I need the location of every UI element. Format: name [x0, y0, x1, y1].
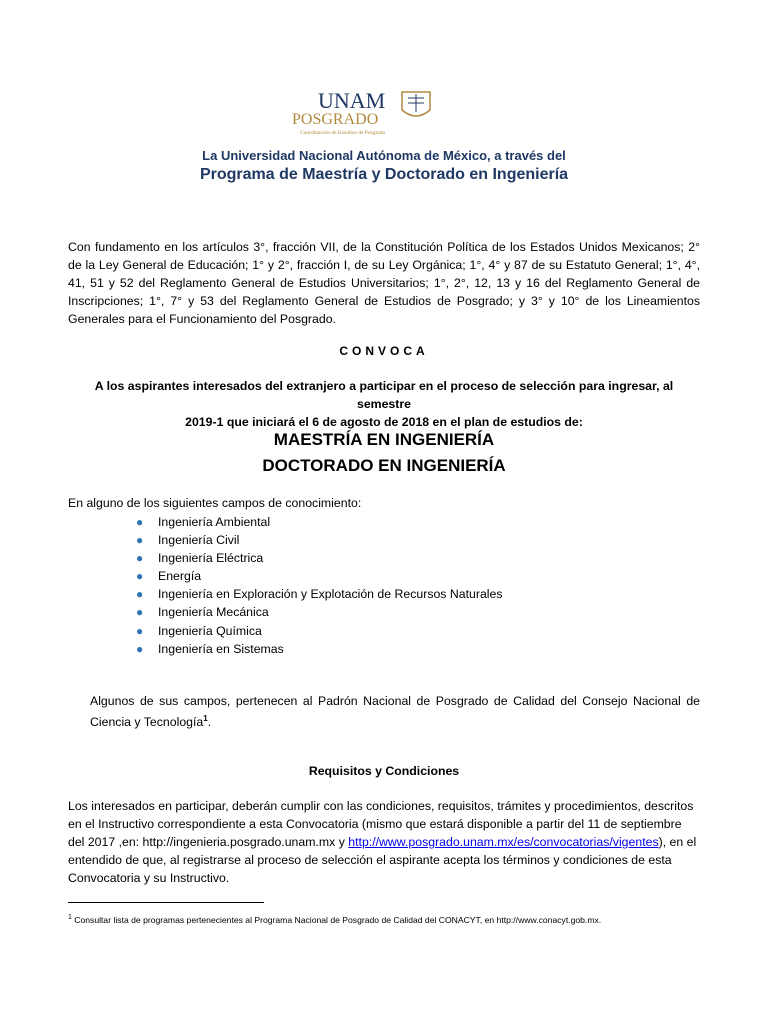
convocatorias-link[interactable]: http://www.posgrado.unam.mx/es/convocatorias/vigentes [348, 835, 659, 849]
list-item [136, 640, 503, 658]
footnote-mark: 1 [68, 914, 72, 921]
bullet-icon: ● [136, 551, 144, 566]
requisitos-heading: Requisitos y Condiciones [308, 764, 460, 778]
aspirantes-line-1: A los aspirantes interesados del extranjero a participar en el proceso de selección para ingresar, al semestre [94, 379, 674, 411]
footnote-ref[interactable]: 1 [203, 714, 208, 723]
logo-posgrado-text: POSGRADO [292, 111, 379, 128]
campo-label: Ingeniería en Exploración y Explotación de Recursos Naturales [158, 587, 503, 602]
escudo-icon [402, 92, 430, 116]
campo-label: Ingeniería Ambiental [158, 515, 271, 529]
interesados-paragraph [68, 797, 700, 887]
interesados-text-2: ), en el entendido de que, al registrarse al proceso de selección el aspirante acepta los términos y condiciones de esta Convocatoria y su Instructivo. [68, 835, 697, 885]
campo-label: Ingeniería Química [158, 623, 262, 638]
bullet-icon: ● [136, 623, 144, 638]
header-institution: La Universidad Nacional Autónoma de México, a través del [202, 148, 566, 163]
aspirantes-line-2: 2019-1 que iniciará el 6 de agosto de 2018 en el plan de estudios de: [185, 415, 583, 429]
list-item [136, 603, 503, 621]
logo-unam-text: UNAM [318, 88, 386, 113]
campos-intro: En alguno de los siguientes campos de conocimiento: [68, 496, 362, 510]
padron-text: Algunos de sus campos, pertenecen al Padrón Nacional de Posgrado de Calidad del Consejo Nacional de Ciencia y Tecnología [90, 694, 700, 730]
aspirantes-paragraph [68, 377, 700, 431]
header-program: Programa de Maestría y Doctorado en Ingeniería [199, 166, 569, 183]
fundamento-paragraph: Con fundamento en los artículos 3°, fracción VII, de la Constitución Política de los Estados Unidos Mexicanos; 2° de la Ley General de Educación; 1° y 2°, fracción I, de su Ley Orgánica; 1°, 4° y 87 de su Estatuto General; 1°, 4°, 41, 51 y 52 del Reglamento General de Estudios Universitarios; 1°, 2°, 12, 13 y 16 del Reglamento General de Inscripciones; 1°, 7° y 53 del Reglamento General de Estudios de Posgrado; y 3° y 10° de los Lineamientos Generales para el Funcionamiento del Posgrado. [68, 240, 700, 326]
bullet-icon: ● [136, 587, 144, 602]
campo-label: Ingeniería Mecánica [158, 605, 269, 620]
list-item [136, 513, 503, 531]
bullet-icon: ● [136, 605, 144, 620]
list-item [136, 585, 503, 603]
unam-posgrado-logo [290, 88, 440, 138]
title-doctorado: DOCTORADO EN INGENIERÍA [262, 456, 506, 475]
padron-end: . [207, 715, 212, 730]
campo-label: Ingeniería en Sistemas [158, 641, 284, 656]
campo-label: Ingeniería Civil [158, 533, 240, 548]
bullet-icon: ● [136, 569, 144, 584]
list-item [136, 549, 503, 567]
bullet-icon: ● [136, 641, 144, 656]
interesados-text-1: Los interesados en participar, deberán cumplir con las condiciones, requisitos, trámites y procedimientos, descritos en el Instructivo correspondiente a esta Convocatoria (mismo que estará disponible a partir del 11 de septiembre del 2017 ,en: http://ingenieria.posgrado.unam.mx y [68, 799, 694, 849]
list-item [136, 531, 503, 549]
list-item [136, 622, 503, 640]
campo-label: Ingeniería Eléctrica [158, 551, 264, 566]
campo-label: Energía [158, 569, 202, 584]
convoca-heading: CONVOCA [339, 344, 429, 358]
footnote [68, 912, 708, 926]
footnote-divider [68, 902, 264, 903]
bullet-icon: ● [136, 533, 144, 548]
campos-list [136, 513, 503, 658]
padron-paragraph [90, 692, 700, 731]
title-maestria: MAESTRÍA EN INGENIERÍA [273, 430, 495, 449]
footnote-text: Consultar lista de programas pertenecientes al Programa Nacional de Posgrado de Calidad del CONACYT, en http://www.conacyt.gob.mx. [71, 914, 602, 925]
bullet-icon: ● [136, 515, 144, 529]
logo-tagline: Coordinación de Estudios de Posgrado [300, 130, 386, 136]
list-item [136, 567, 503, 585]
logo-graphic [290, 88, 440, 138]
